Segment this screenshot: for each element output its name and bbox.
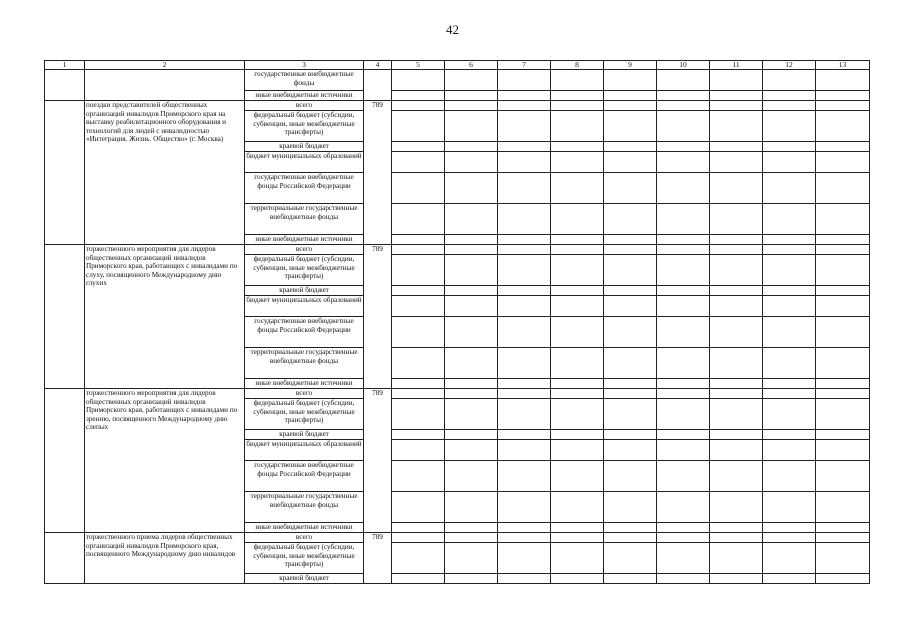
value-cell-col8 bbox=[551, 379, 604, 389]
value-cell-col7 bbox=[498, 492, 551, 523]
value-cell-col12 bbox=[763, 296, 816, 317]
value-cell-col13 bbox=[816, 348, 870, 379]
funding-source-label: государственные внебюджетные фонды Российской Федерации bbox=[245, 461, 364, 492]
event-description: торжественного мероприятия для лидеров общественных организаций инвалидов Приморского края, работающих с инвалидами по зрению, посвященного Международному дню слепых bbox=[85, 389, 245, 533]
value-cell-col7 bbox=[498, 70, 551, 91]
value-cell-col8 bbox=[551, 574, 604, 584]
value-cell-col10 bbox=[657, 296, 710, 317]
funding-source-label: территориальные государственные внебюджетные фонды bbox=[245, 492, 364, 523]
value-cell-col7 bbox=[498, 389, 551, 399]
funding-source-label: федеральный бюджет (субсидии, субвенции, иные межбюджетные трансферты) bbox=[245, 543, 364, 574]
funding-source-label: краевой бюджет bbox=[245, 142, 364, 152]
value-cell-col11 bbox=[710, 204, 763, 235]
value-cell-col11 bbox=[710, 574, 763, 584]
value-cell-col6 bbox=[445, 173, 498, 204]
value-cell-col10 bbox=[657, 399, 710, 430]
funding-source-label: иные внебюджетные источники bbox=[245, 235, 364, 245]
value-cell-col9 bbox=[604, 317, 657, 348]
funding-source-label: иные внебюджетные источники bbox=[245, 379, 364, 389]
funding-source-label: всего bbox=[245, 533, 364, 543]
value-cell-col10 bbox=[657, 91, 710, 101]
value-cell-col8 bbox=[551, 255, 604, 286]
value-cell-col10 bbox=[657, 101, 710, 111]
value-cell-col11 bbox=[710, 317, 763, 348]
funding-source-label: федеральный бюджет (субсидии, субвенции, иные межбюджетные трансферты) bbox=[245, 255, 364, 286]
value-cell-col13 bbox=[816, 296, 870, 317]
table-row bbox=[45, 70, 870, 91]
value-cell-col11 bbox=[710, 533, 763, 543]
value-cell-col11 bbox=[710, 543, 763, 574]
value-cell-col11 bbox=[710, 245, 763, 255]
value-cell-col10 bbox=[657, 317, 710, 348]
value-cell-col8 bbox=[551, 440, 604, 461]
value-cell-col8 bbox=[551, 70, 604, 91]
value-cell-col13 bbox=[816, 142, 870, 152]
value-cell-col6 bbox=[445, 91, 498, 101]
value-cell-col10 bbox=[657, 533, 710, 543]
value-cell-col11 bbox=[710, 255, 763, 286]
value-cell-col5 bbox=[392, 245, 445, 255]
value-cell-col8 bbox=[551, 152, 604, 173]
header-cell-2: 2 bbox=[85, 61, 245, 70]
value-cell-col12 bbox=[763, 430, 816, 440]
funding-source-label: всего bbox=[245, 101, 364, 111]
value-cell-col12 bbox=[763, 142, 816, 152]
value-cell-col5 bbox=[392, 101, 445, 111]
code-cell: 789 bbox=[364, 245, 392, 389]
col1-cell bbox=[45, 70, 85, 101]
value-cell-col8 bbox=[551, 173, 604, 204]
value-cell-col9 bbox=[604, 399, 657, 430]
value-cell-col11 bbox=[710, 389, 763, 399]
event-description: поездки представителей общественных организаций инвалидов Приморского края на выставку реабилитационного оборудования и технологий для людей с инвалидностью «Интеграция. Жизнь. Общество» (г. Москва) bbox=[85, 101, 245, 245]
value-cell-col9 bbox=[604, 348, 657, 379]
value-cell-col12 bbox=[763, 492, 816, 523]
header-cell-11: 11 bbox=[710, 61, 763, 70]
page-number: 42 bbox=[446, 22, 459, 37]
value-cell-col7 bbox=[498, 173, 551, 204]
funding-source-label: краевой бюджет bbox=[245, 286, 364, 296]
funding-source-label: всего bbox=[245, 389, 364, 399]
value-cell-col8 bbox=[551, 492, 604, 523]
value-cell-col5 bbox=[392, 492, 445, 523]
value-cell-col5 bbox=[392, 255, 445, 286]
value-cell-col9 bbox=[604, 389, 657, 399]
value-cell-col6 bbox=[445, 523, 498, 533]
value-cell-col12 bbox=[763, 235, 816, 245]
value-cell-col12 bbox=[763, 440, 816, 461]
value-cell-col9 bbox=[604, 461, 657, 492]
funding-source-label: бюджет муниципальных образований bbox=[245, 440, 364, 461]
value-cell-col13 bbox=[816, 91, 870, 101]
value-cell-col12 bbox=[763, 173, 816, 204]
value-cell-col6 bbox=[445, 70, 498, 91]
value-cell-col10 bbox=[657, 461, 710, 492]
value-cell-col8 bbox=[551, 296, 604, 317]
value-cell-col13 bbox=[816, 173, 870, 204]
value-cell-col11 bbox=[710, 430, 763, 440]
value-cell-col12 bbox=[763, 574, 816, 584]
value-cell-col6 bbox=[445, 317, 498, 348]
table-row bbox=[45, 245, 870, 255]
value-cell-col7 bbox=[498, 111, 551, 142]
value-cell-col5 bbox=[392, 533, 445, 543]
value-cell-col7 bbox=[498, 255, 551, 286]
value-cell-col10 bbox=[657, 173, 710, 204]
header-cell-4: 4 bbox=[364, 61, 392, 70]
value-cell-col12 bbox=[763, 286, 816, 296]
value-cell-col6 bbox=[445, 348, 498, 379]
value-cell-col7 bbox=[498, 235, 551, 245]
value-cell-col10 bbox=[657, 142, 710, 152]
value-cell-col5 bbox=[392, 286, 445, 296]
value-cell-col10 bbox=[657, 492, 710, 523]
value-cell-col10 bbox=[657, 379, 710, 389]
value-cell-col9 bbox=[604, 255, 657, 286]
value-cell-col6 bbox=[445, 533, 498, 543]
value-cell-col8 bbox=[551, 101, 604, 111]
value-cell-col9 bbox=[604, 101, 657, 111]
value-cell-col6 bbox=[445, 235, 498, 245]
header-cell-8: 8 bbox=[551, 61, 604, 70]
value-cell-col7 bbox=[498, 399, 551, 430]
value-cell-col7 bbox=[498, 91, 551, 101]
value-cell-col10 bbox=[657, 235, 710, 245]
value-cell-col11 bbox=[710, 235, 763, 245]
funding-source-label: территориальные государственные внебюджетные фонды bbox=[245, 348, 364, 379]
value-cell-col13 bbox=[816, 543, 870, 574]
funding-source-label: государственные внебюджетные фонды Российской Федерации bbox=[245, 173, 364, 204]
value-cell-col13 bbox=[816, 152, 870, 173]
value-cell-col10 bbox=[657, 523, 710, 533]
value-cell-col11 bbox=[710, 101, 763, 111]
value-cell-col11 bbox=[710, 296, 763, 317]
value-cell-col8 bbox=[551, 286, 604, 296]
value-cell-col12 bbox=[763, 533, 816, 543]
value-cell-col10 bbox=[657, 255, 710, 286]
value-cell-col13 bbox=[816, 461, 870, 492]
value-cell-col8 bbox=[551, 204, 604, 235]
value-cell-col10 bbox=[657, 245, 710, 255]
code-cell: 789 bbox=[364, 533, 392, 584]
value-cell-col6 bbox=[445, 142, 498, 152]
value-cell-col8 bbox=[551, 111, 604, 142]
value-cell-col7 bbox=[498, 440, 551, 461]
value-cell-col7 bbox=[498, 142, 551, 152]
value-cell-col8 bbox=[551, 348, 604, 379]
value-cell-col9 bbox=[604, 204, 657, 235]
value-cell-col11 bbox=[710, 523, 763, 533]
value-cell-col7 bbox=[498, 152, 551, 173]
value-cell-col5 bbox=[392, 574, 445, 584]
value-cell-col12 bbox=[763, 245, 816, 255]
value-cell-col11 bbox=[710, 91, 763, 101]
value-cell-col6 bbox=[445, 461, 498, 492]
value-cell-col11 bbox=[710, 152, 763, 173]
value-cell-col9 bbox=[604, 543, 657, 574]
value-cell-col5 bbox=[392, 91, 445, 101]
funding-source-label: иные внебюджетные источники bbox=[245, 523, 364, 533]
funding-source-label: федеральный бюджет (субсидии, субвенции, иные межбюджетные трансферты) bbox=[245, 399, 364, 430]
header-cell-13: 13 bbox=[816, 61, 870, 70]
value-cell-col6 bbox=[445, 379, 498, 389]
value-cell-col13 bbox=[816, 70, 870, 91]
value-cell-col13 bbox=[816, 399, 870, 430]
value-cell-col13 bbox=[816, 440, 870, 461]
value-cell-col10 bbox=[657, 430, 710, 440]
value-cell-col7 bbox=[498, 101, 551, 111]
event-description bbox=[85, 70, 245, 101]
value-cell-col11 bbox=[710, 461, 763, 492]
value-cell-col13 bbox=[816, 235, 870, 245]
value-cell-col9 bbox=[604, 91, 657, 101]
value-cell-col10 bbox=[657, 440, 710, 461]
col1-cell bbox=[45, 101, 85, 245]
value-cell-col6 bbox=[445, 245, 498, 255]
value-cell-col11 bbox=[710, 440, 763, 461]
code-cell bbox=[364, 70, 392, 101]
value-cell-col9 bbox=[604, 523, 657, 533]
value-cell-col5 bbox=[392, 430, 445, 440]
value-cell-col7 bbox=[498, 286, 551, 296]
value-cell-col11 bbox=[710, 379, 763, 389]
funding-source-label: бюджет муниципальных образований bbox=[245, 296, 364, 317]
col1-cell bbox=[45, 245, 85, 389]
value-cell-col5 bbox=[392, 296, 445, 317]
value-cell-col8 bbox=[551, 235, 604, 245]
value-cell-col8 bbox=[551, 389, 604, 399]
header-cell-12: 12 bbox=[763, 61, 816, 70]
value-cell-col9 bbox=[604, 111, 657, 142]
value-cell-col9 bbox=[604, 245, 657, 255]
value-cell-col9 bbox=[604, 152, 657, 173]
value-cell-col6 bbox=[445, 543, 498, 574]
header-cell-5: 5 bbox=[392, 61, 445, 70]
value-cell-col9 bbox=[604, 296, 657, 317]
value-cell-col8 bbox=[551, 245, 604, 255]
value-cell-col11 bbox=[710, 399, 763, 430]
value-cell-col8 bbox=[551, 461, 604, 492]
value-cell-col12 bbox=[763, 111, 816, 142]
value-cell-col6 bbox=[445, 101, 498, 111]
funding-source-label: всего bbox=[245, 245, 364, 255]
funding-source-label: бюджет муниципальных образований bbox=[245, 152, 364, 173]
value-cell-col10 bbox=[657, 389, 710, 399]
value-cell-col9 bbox=[604, 492, 657, 523]
value-cell-col7 bbox=[498, 430, 551, 440]
value-cell-col12 bbox=[763, 70, 816, 91]
value-cell-col8 bbox=[551, 142, 604, 152]
value-cell-col9 bbox=[604, 142, 657, 152]
value-cell-col13 bbox=[816, 245, 870, 255]
value-cell-col8 bbox=[551, 523, 604, 533]
funding-source-label: краевой бюджет bbox=[245, 430, 364, 440]
code-cell: 789 bbox=[364, 389, 392, 533]
value-cell-col9 bbox=[604, 533, 657, 543]
value-cell-col5 bbox=[392, 173, 445, 204]
value-cell-col13 bbox=[816, 111, 870, 142]
funding-source-label: краевой бюджет bbox=[245, 574, 364, 584]
value-cell-col6 bbox=[445, 440, 498, 461]
value-cell-col9 bbox=[604, 574, 657, 584]
value-cell-col10 bbox=[657, 204, 710, 235]
value-cell-col9 bbox=[604, 379, 657, 389]
header-cell-1: 1 bbox=[45, 61, 85, 70]
budget-table bbox=[44, 60, 870, 584]
value-cell-col6 bbox=[445, 399, 498, 430]
value-cell-col5 bbox=[392, 348, 445, 379]
value-cell-col13 bbox=[816, 574, 870, 584]
value-cell-col7 bbox=[498, 574, 551, 584]
value-cell-col12 bbox=[763, 543, 816, 574]
value-cell-col13 bbox=[816, 523, 870, 533]
value-cell-col5 bbox=[392, 379, 445, 389]
value-cell-col12 bbox=[763, 461, 816, 492]
value-cell-col12 bbox=[763, 399, 816, 430]
value-cell-col6 bbox=[445, 492, 498, 523]
funding-source-label: федеральный бюджет (субсидии, субвенции, иные межбюджетные трансферты) bbox=[245, 111, 364, 142]
value-cell-col7 bbox=[498, 523, 551, 533]
header-cell-3: 3 bbox=[245, 61, 364, 70]
value-cell-col6 bbox=[445, 286, 498, 296]
value-cell-col5 bbox=[392, 142, 445, 152]
value-cell-col11 bbox=[710, 142, 763, 152]
value-cell-col7 bbox=[498, 296, 551, 317]
value-cell-col12 bbox=[763, 152, 816, 173]
value-cell-col7 bbox=[498, 204, 551, 235]
value-cell-col13 bbox=[816, 255, 870, 286]
value-cell-col9 bbox=[604, 173, 657, 204]
value-cell-col7 bbox=[498, 245, 551, 255]
value-cell-col12 bbox=[763, 523, 816, 533]
value-cell-col5 bbox=[392, 399, 445, 430]
value-cell-col10 bbox=[657, 574, 710, 584]
value-cell-col8 bbox=[551, 543, 604, 574]
value-cell-col11 bbox=[710, 70, 763, 91]
col1-cell bbox=[45, 533, 85, 584]
value-cell-col6 bbox=[445, 574, 498, 584]
value-cell-col13 bbox=[816, 379, 870, 389]
table-row bbox=[45, 101, 870, 111]
value-cell-col12 bbox=[763, 255, 816, 286]
value-cell-col7 bbox=[498, 379, 551, 389]
header-cell-9: 9 bbox=[604, 61, 657, 70]
value-cell-col12 bbox=[763, 91, 816, 101]
funding-source-label: государственные внебюджетные фонды Российской Федерации bbox=[245, 317, 364, 348]
value-cell-col5 bbox=[392, 70, 445, 91]
value-cell-col8 bbox=[551, 317, 604, 348]
event-description: торжественного приема лидеров общественных организаций инвалидов Приморского края, посвященного Международному дню инвалидов bbox=[85, 533, 245, 584]
header-cell-10: 10 bbox=[657, 61, 710, 70]
value-cell-col13 bbox=[816, 492, 870, 523]
value-cell-col10 bbox=[657, 152, 710, 173]
table-row bbox=[45, 389, 870, 399]
value-cell-col5 bbox=[392, 440, 445, 461]
value-cell-col5 bbox=[392, 461, 445, 492]
value-cell-col6 bbox=[445, 255, 498, 286]
value-cell-col13 bbox=[816, 317, 870, 348]
value-cell-col5 bbox=[392, 543, 445, 574]
value-cell-col13 bbox=[816, 101, 870, 111]
value-cell-col9 bbox=[604, 430, 657, 440]
funding-source-label: государственные внебюджетные фонды bbox=[245, 70, 364, 91]
header-cell-6: 6 bbox=[445, 61, 498, 70]
value-cell-col13 bbox=[816, 430, 870, 440]
value-cell-col12 bbox=[763, 204, 816, 235]
value-cell-col13 bbox=[816, 533, 870, 543]
value-cell-col9 bbox=[604, 70, 657, 91]
code-cell: 789 bbox=[364, 101, 392, 245]
value-cell-col6 bbox=[445, 152, 498, 173]
value-cell-col6 bbox=[445, 430, 498, 440]
value-cell-col8 bbox=[551, 533, 604, 543]
value-cell-col5 bbox=[392, 204, 445, 235]
value-cell-col10 bbox=[657, 543, 710, 574]
value-cell-col5 bbox=[392, 111, 445, 142]
value-cell-col6 bbox=[445, 296, 498, 317]
value-cell-col11 bbox=[710, 286, 763, 296]
value-cell-col5 bbox=[392, 523, 445, 533]
value-cell-col13 bbox=[816, 204, 870, 235]
funding-source-label: иные внебюджетные источники bbox=[245, 91, 364, 101]
value-cell-col9 bbox=[604, 235, 657, 245]
value-cell-col11 bbox=[710, 348, 763, 379]
value-cell-col7 bbox=[498, 543, 551, 574]
value-cell-col5 bbox=[392, 317, 445, 348]
value-cell-col8 bbox=[551, 91, 604, 101]
event-description: торжественного мероприятия для лидеров общественных организаций инвалидов Приморского края, работающих с инвалидами по слуху, посвященного Международному дню глухих bbox=[85, 245, 245, 389]
value-cell-col7 bbox=[498, 317, 551, 348]
value-cell-col6 bbox=[445, 111, 498, 142]
value-cell-col10 bbox=[657, 111, 710, 142]
funding-source-label: территориальные государственные внебюджетные фонды bbox=[245, 204, 364, 235]
value-cell-col11 bbox=[710, 492, 763, 523]
value-cell-col5 bbox=[392, 235, 445, 245]
col1-cell bbox=[45, 389, 85, 533]
value-cell-col10 bbox=[657, 70, 710, 91]
value-cell-col11 bbox=[710, 173, 763, 204]
value-cell-col10 bbox=[657, 286, 710, 296]
value-cell-col5 bbox=[392, 152, 445, 173]
value-cell-col8 bbox=[551, 399, 604, 430]
value-cell-col13 bbox=[816, 286, 870, 296]
value-cell-col13 bbox=[816, 389, 870, 399]
table-row bbox=[45, 533, 870, 543]
value-cell-col10 bbox=[657, 348, 710, 379]
value-cell-col7 bbox=[498, 461, 551, 492]
header-row bbox=[45, 61, 870, 70]
value-cell-col8 bbox=[551, 430, 604, 440]
value-cell-col9 bbox=[604, 440, 657, 461]
header-cell-7: 7 bbox=[498, 61, 551, 70]
value-cell-col11 bbox=[710, 111, 763, 142]
value-cell-col12 bbox=[763, 101, 816, 111]
value-cell-col12 bbox=[763, 348, 816, 379]
value-cell-col7 bbox=[498, 533, 551, 543]
value-cell-col12 bbox=[763, 317, 816, 348]
value-cell-col9 bbox=[604, 286, 657, 296]
value-cell-col6 bbox=[445, 389, 498, 399]
value-cell-col12 bbox=[763, 389, 816, 399]
value-cell-col12 bbox=[763, 379, 816, 389]
value-cell-col7 bbox=[498, 348, 551, 379]
value-cell-col5 bbox=[392, 389, 445, 399]
value-cell-col6 bbox=[445, 204, 498, 235]
